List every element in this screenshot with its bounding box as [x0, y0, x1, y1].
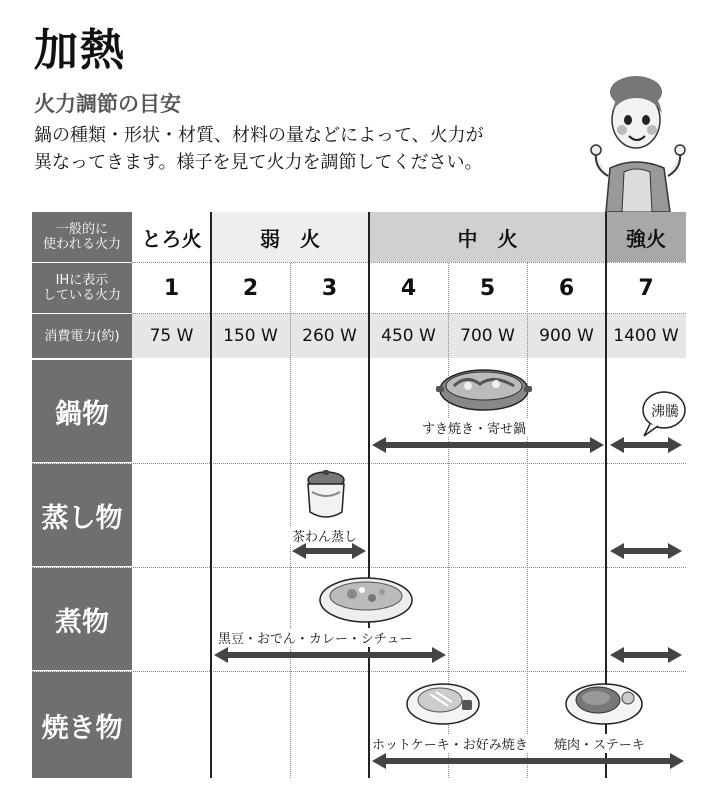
cook-woman-icon	[588, 72, 688, 212]
level-6: 6	[558, 275, 575, 301]
heat-group-strong: 強火	[606, 212, 686, 262]
level-5: 5	[479, 275, 496, 301]
watts-2: 150 W	[211, 314, 290, 358]
level-1: 1	[163, 275, 180, 301]
watts-7: 1400 W	[606, 314, 686, 358]
heat-group-medium: 中 火	[369, 212, 606, 262]
description-line-2: 異なってきます。様子を見て火力を調節してください。	[34, 152, 483, 173]
food-label-pancake: ホットケーキ・お好み焼き	[370, 734, 530, 753]
grid-line	[368, 212, 370, 778]
page-subtitle: 火力調節の目安	[34, 92, 181, 116]
food-label-sukiyaki: すき焼き・寄せ鍋	[420, 418, 528, 437]
description	[34, 122, 484, 176]
row-header-power: 消費電力(約)	[32, 314, 132, 358]
watts-6: 900 W	[527, 314, 606, 358]
description-line-1: 鍋の種類・形状・材質、材料の量などによって、火力が	[34, 125, 484, 146]
level-4: 4	[400, 275, 417, 301]
range-arrow	[610, 542, 682, 560]
stew-dish-icon	[316, 572, 416, 626]
watts-4: 450 W	[369, 314, 448, 358]
category-nabemono: 鍋物	[32, 360, 132, 462]
grid-line	[210, 212, 212, 778]
level-7: 7	[638, 275, 654, 301]
page-title: 加熱	[34, 25, 126, 76]
row-header-general: 一般的に 使われる火力	[32, 212, 132, 262]
range-arrow	[214, 646, 446, 664]
row-header-ih: IHに表示 している火力	[32, 263, 132, 313]
sukiyaki-pot-icon	[436, 364, 532, 416]
pancake-plate-icon	[404, 678, 482, 728]
level-3: 3	[321, 275, 338, 301]
grid-line	[290, 263, 291, 778]
boiling-label: 沸騰	[651, 404, 679, 420]
chawanmushi-cup-icon	[304, 470, 348, 522]
food-label-steak: 焼肉・ステーキ	[552, 734, 647, 753]
grid-line	[132, 313, 686, 314]
heat-guide-table	[32, 212, 686, 778]
range-arrow	[372, 752, 684, 770]
grid-line	[32, 463, 686, 464]
watts-3: 260 W	[290, 314, 369, 358]
range-arrow	[292, 542, 366, 560]
watts-1: 75 W	[132, 314, 211, 358]
range-arrow	[610, 436, 682, 454]
steak-plate-icon	[564, 676, 646, 728]
food-label-chawanmushi: 茶わん蒸し	[290, 526, 359, 545]
heat-group-weak: 弱 火	[211, 212, 369, 262]
category-nimono: 煮物	[32, 568, 132, 670]
grid-line	[32, 567, 686, 568]
food-label-nimono: 黒豆・おでん・カレー・シチュー	[216, 628, 414, 647]
watts-5: 700 W	[448, 314, 527, 358]
grid-line	[32, 671, 686, 672]
range-arrow	[372, 436, 604, 454]
grid-line	[132, 262, 686, 263]
category-mushimono: 蒸し物	[32, 464, 132, 566]
category-yakimono: 焼き物	[32, 672, 132, 778]
level-2: 2	[242, 275, 259, 301]
range-arrow	[610, 646, 682, 664]
heat-group-toro: とろ火	[132, 212, 211, 262]
grid-line	[527, 263, 528, 778]
